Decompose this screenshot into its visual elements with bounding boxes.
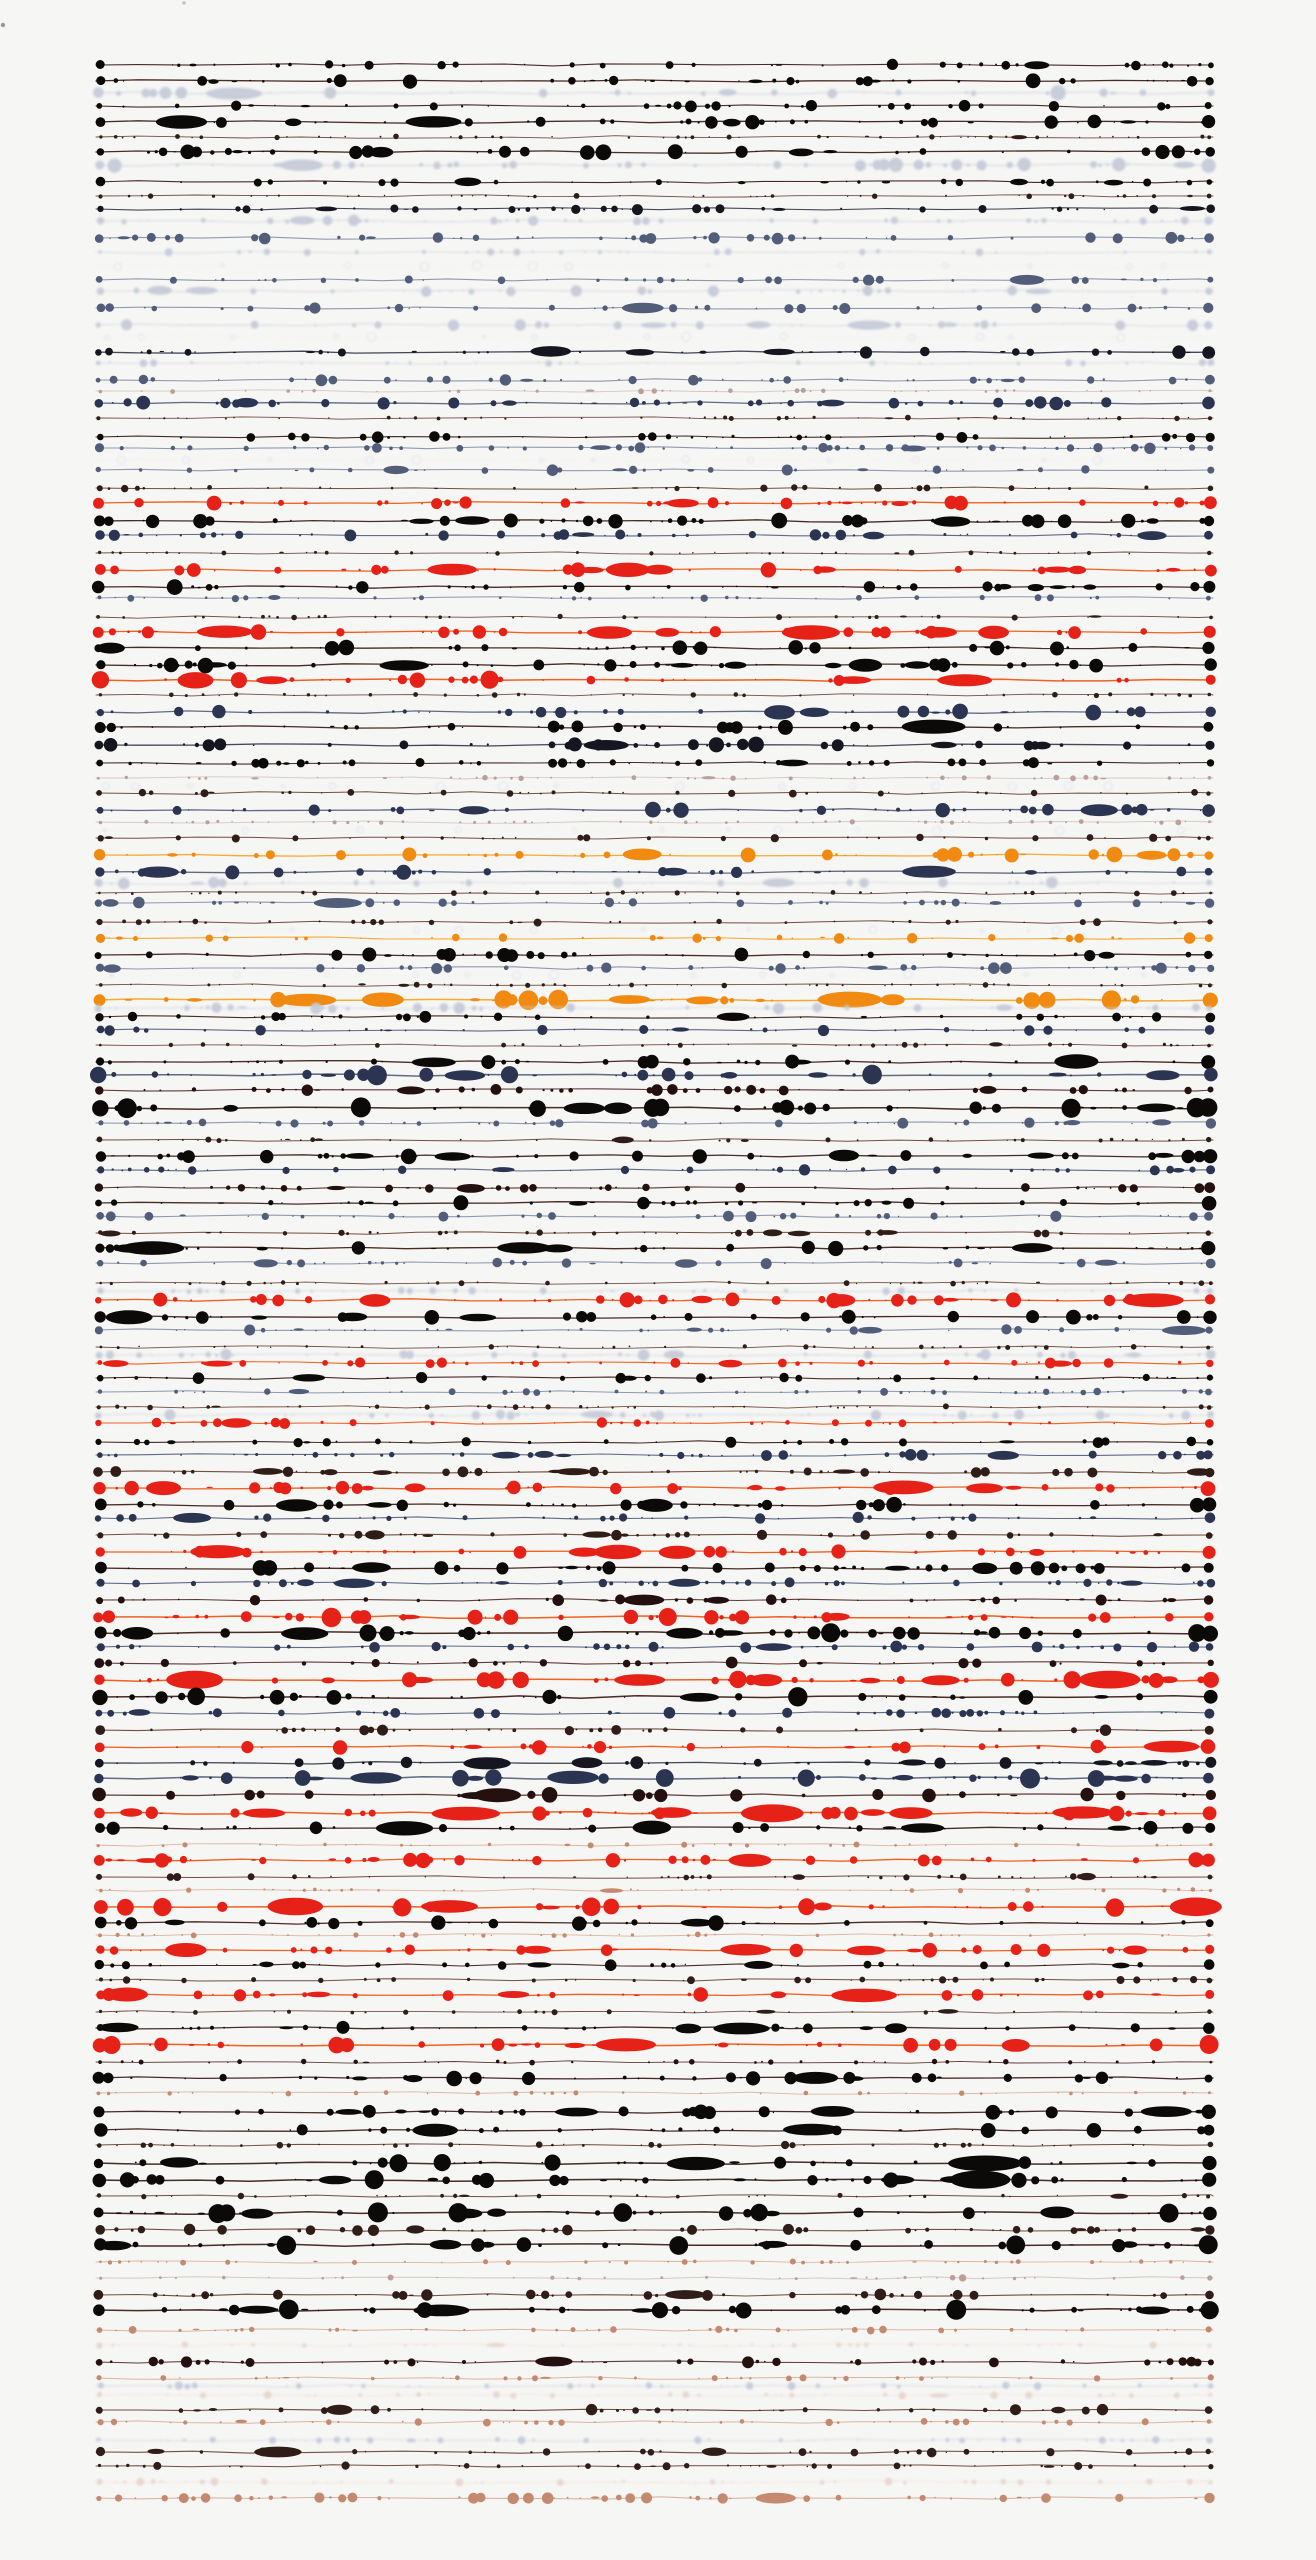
paper-speck — [1, 23, 5, 27]
paper-speck — [182, 1, 186, 5]
